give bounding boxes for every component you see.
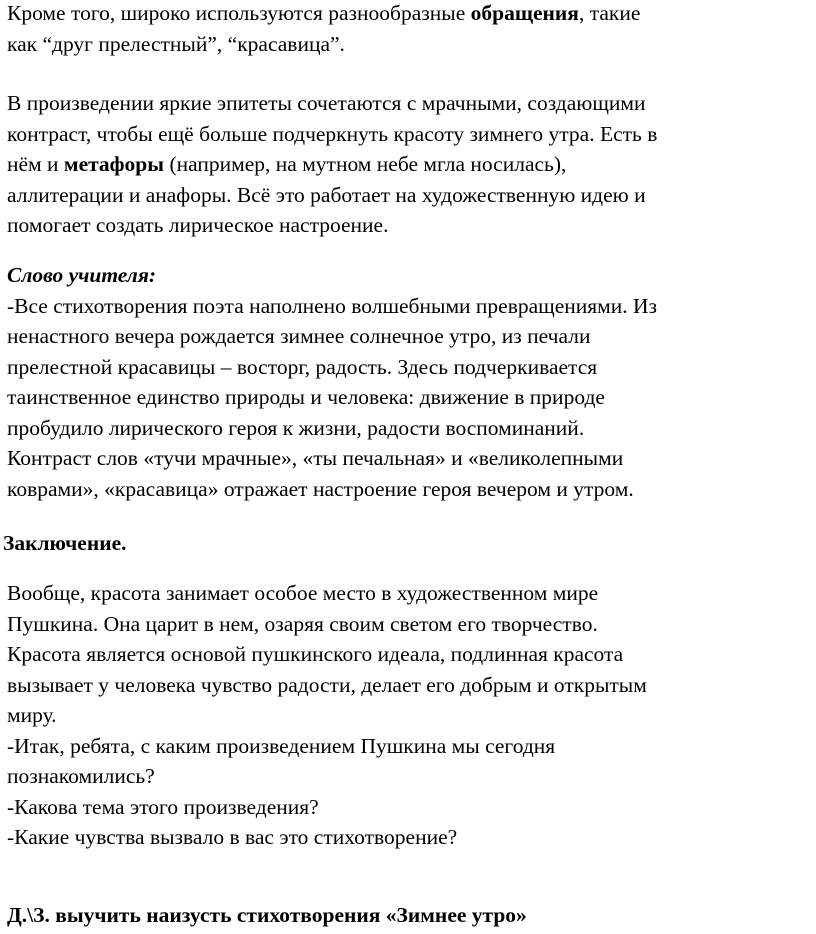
conclusion-line: вызывает у человека чувство радости, делает его добрым и открытым (7, 672, 647, 697)
conclusion-line: -Какие чувства вызвало в вас это стихотворение? (7, 825, 458, 849)
intro-bold-term: обращения (470, 1, 579, 25)
analysis-line-5: помогает создать лирическое настроение. (7, 213, 389, 237)
analysis-line-1: В произведении яркие эпитеты сочетаются с мрачными, создающими (7, 91, 646, 115)
conclusion-line: миру. (7, 703, 57, 727)
teacher-line: ненастного вечера рождается зимнее солнечное утро, из печали (7, 324, 591, 348)
analysis-line-3: нём и метафоры (например, на мутном небе мгла носилась), (7, 152, 567, 176)
teacher-heading: Слово учителя: (7, 263, 157, 287)
teacher-line: таинственное единство природы и человека: движение в природе (7, 385, 605, 409)
conclusion-line: -Какова тема этого произведения? (7, 794, 319, 819)
analysis-line-2: контраст, чтобы ещё больше подчеркнуть красоту зимнего утра. Есть в (7, 121, 658, 146)
homework-line: Д.\З. выучить наизусть стихотворения «Зимнее утро» (7, 903, 527, 927)
conclusion-paragraph (7, 578, 647, 853)
teacher-line: пробудило лирического героя к жизни, радости воспоминаний. (7, 415, 585, 440)
teacher-section (7, 260, 657, 504)
teacher-line: прелестной красавицы – восторг, радость. Здесь подчеркивается (7, 354, 598, 379)
teacher-line: -Все стихотворения поэта наполнено волшебными превращениями. Из (7, 293, 658, 318)
conclusion-line: познакомились? (7, 764, 155, 788)
intro-line-2: как “друг прелестный”, “красавица”. (7, 31, 345, 56)
analysis-line-4: аллитерации и анафоры. Всё это работает на художественную идею и (7, 182, 646, 207)
analysis-paragraph (7, 88, 657, 241)
conclusion-line: Красота является основой пушкинского идеала, подлинная красота (7, 642, 624, 666)
intro-line-1: Кроме того, широко используются разнообразные обращения, такие (7, 1, 641, 25)
teacher-line: Контраст слов «тучи мрачные», «ты печальная» и «великолепными (7, 446, 624, 470)
conclusion-heading: Заключение. (3, 531, 127, 555)
conclusion-line: -Итак, ребята, с каким произведением Пушкина мы сегодня (7, 733, 556, 758)
conclusion-line: Вообще, красота занимает особое место в художественном мире (7, 581, 599, 605)
analysis-bold-term: метафоры (63, 152, 165, 176)
conclusion-line: Пушкина. Она царит в нем, озаряя своим светом его творчество. (7, 611, 598, 636)
intro-paragraph (7, 0, 640, 59)
teacher-line: коврами», «красавица» отражает настроение героя вечером и утром. (7, 476, 634, 501)
